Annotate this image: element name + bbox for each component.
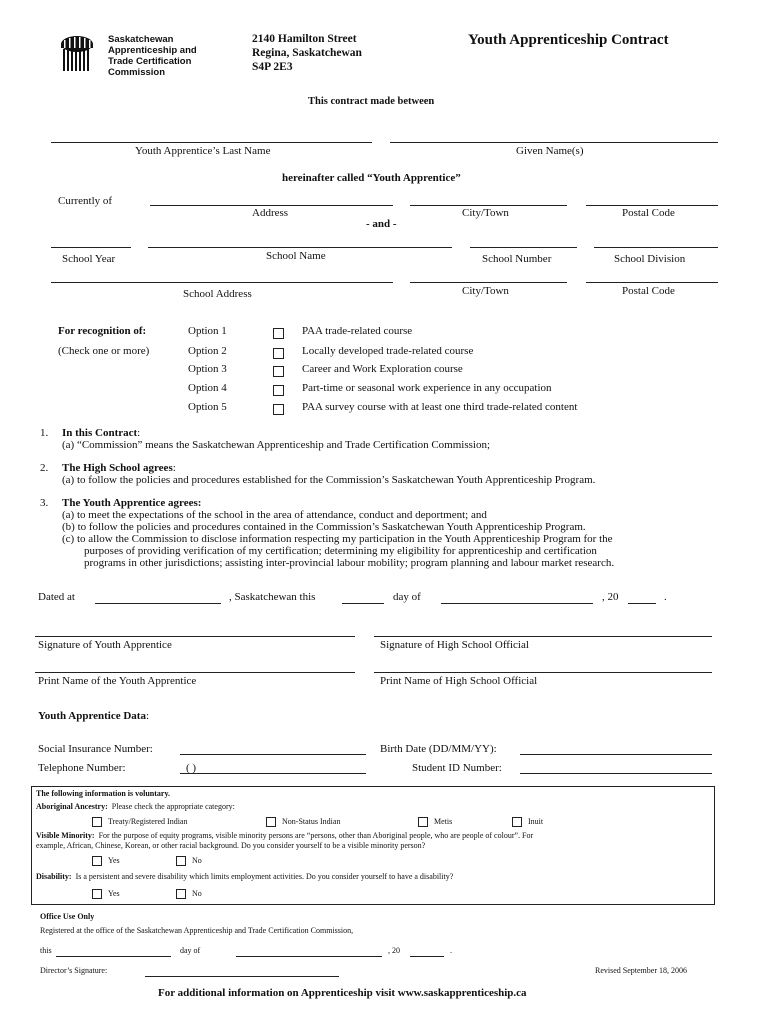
office-year-line[interactable] — [410, 956, 444, 957]
address-label: Address — [252, 207, 289, 219]
school-year-label: School Year — [62, 253, 116, 265]
clause-3-title: The Youth Apprentice agrees: — [62, 497, 202, 509]
aboriginal-label: Aboriginal Ancestry: — [36, 802, 108, 811]
office-month-line[interactable] — [236, 956, 382, 957]
clause-3-c-line3: programs in other jurisdictions; assisting inter-provincial labour mobility; program planning and labour market research. — [84, 557, 615, 569]
recognition-sublabel: (Check one or more) — [58, 345, 150, 357]
clause-3-number: 3. — [40, 497, 49, 509]
revised-date: Revised September 18, 2006 — [595, 966, 687, 975]
student-id-line[interactable] — [520, 773, 712, 774]
option-3-checkbox[interactable] — [273, 366, 284, 377]
disability-yes-checkbox[interactable] — [92, 889, 102, 899]
disability-yes-label: Yes — [108, 889, 120, 898]
clause-3-c-line1: (c) to allow the Commission to disclose information respecting my participation in the Youth Apprenticeship Program for the — [62, 533, 613, 545]
clause-1-title: In this Contract: — [62, 427, 141, 439]
school-number-line[interactable] — [470, 247, 577, 248]
city-line[interactable] — [410, 205, 567, 206]
student-id-label: Student ID Number: — [412, 762, 502, 774]
metis-label: Metis — [434, 817, 453, 826]
option-2-name: Option 2 — [188, 345, 227, 357]
address-line: Regina, Saskatchewan — [252, 47, 362, 59]
recognition-label: For recognition of: — [58, 325, 147, 337]
minority-yes-label: Yes — [108, 856, 120, 865]
inuit-label: Inuit — [528, 817, 544, 826]
non-status-checkbox[interactable] — [266, 817, 276, 827]
option-3-text: Career and Work Exploration course — [302, 363, 463, 375]
commission-logo — [52, 34, 102, 74]
option-5-name: Option 5 — [188, 401, 227, 413]
visible-minority-text-2: example, African, Chinese, Korean, or other racial background. Do you consider yourself to be a visible minority person? — [36, 841, 426, 850]
office-this-label: this — [40, 946, 52, 955]
disability-text: Is a persistent and severe disability which limits employment activities. Do you consider yourself to have a disability? — [75, 872, 454, 881]
clause-3-b: (b) to follow the policies and procedures contained in the Commission’s Saskatchewan Youth Apprenticeship Program. — [62, 521, 586, 533]
city-label: City/Town — [462, 207, 509, 219]
school-name-line[interactable] — [148, 247, 452, 248]
apprentice-print-label: Print Name of the Youth Apprentice — [38, 675, 197, 687]
month-line[interactable] — [441, 603, 593, 604]
office-registered-text: Registered at the office of the Saskatchewan Apprenticeship and Trade Certification Commission, — [40, 926, 354, 935]
option-5-checkbox[interactable] — [273, 404, 284, 415]
visible-minority-text: For the purpose of equity programs, visible minority persons are “persons, other than Aboriginal people, who are people of colour”. For — [98, 831, 534, 840]
option-1-name: Option 1 — [188, 325, 227, 337]
org-address — [252, 32, 362, 74]
clause-2-title: The High School agrees: — [62, 462, 176, 474]
aboriginal-row — [36, 802, 235, 811]
clause-1-title-text: In this Contract — [62, 427, 138, 439]
apprentice-signature-label: Signature of Youth Apprentice — [38, 639, 172, 651]
disability-row — [36, 872, 453, 881]
given-names-line[interactable] — [390, 142, 718, 143]
year-line[interactable] — [628, 603, 656, 604]
clause-1-a: (a) “Commission” means the Saskatchewan Apprenticeship and Trade Certification Commission; — [62, 439, 491, 451]
director-signature-line[interactable] — [145, 976, 339, 977]
dated-at-label: Dated at — [38, 591, 75, 603]
school-city-label: City/Town — [462, 285, 509, 297]
office-year-label: , 20 — [388, 946, 400, 955]
school-name-label: School Name — [266, 250, 326, 262]
address-line: S4P 2E3 — [252, 61, 293, 73]
option-3-name: Option 3 — [188, 363, 227, 375]
footer-text: For additional information on Apprenticeship visit www.saskapprenticeship.ca — [158, 987, 527, 999]
telephone-line[interactable] — [180, 773, 366, 774]
last-name-label: Youth Apprentice’s Last Name — [135, 145, 271, 157]
disability-no-label: No — [192, 889, 202, 898]
school-year-line[interactable] — [51, 247, 131, 248]
minority-no-label: No — [192, 856, 202, 865]
birth-date-line[interactable] — [520, 754, 712, 755]
option-5-text: PAA survey course with at least one third trade-related content — [302, 401, 578, 413]
dated-at-line[interactable] — [95, 603, 221, 604]
official-print-label: Print Name of High School Official — [380, 675, 538, 687]
school-division-label: School Division — [614, 253, 686, 265]
clause-3-a: (a) to meet the expectations of the school in the area of attendance, conduct and deportment; and — [62, 509, 487, 521]
minority-no-checkbox[interactable] — [176, 856, 186, 866]
day-of-label: day of — [393, 591, 421, 603]
sin-label: Social Insurance Number: — [38, 743, 153, 755]
treaty-label: Treaty/Registered Indian — [108, 817, 188, 826]
disability-label: Disability: — [36, 872, 72, 881]
official-print-line[interactable] — [374, 672, 712, 673]
school-postal-line[interactable] — [586, 282, 718, 283]
non-status-label: Non-Status Indian — [282, 817, 341, 826]
org-line: Trade Certification — [108, 56, 192, 67]
treaty-checkbox[interactable] — [92, 817, 102, 827]
saskatchewan-this-label: , Saskatchewan this — [229, 591, 316, 603]
official-signature-line[interactable] — [374, 636, 712, 637]
year-label: , 20 — [602, 591, 619, 603]
voluntary-heading: The following information is voluntary. — [36, 789, 171, 798]
given-names-label: Given Name(s) — [516, 145, 584, 157]
postal-label: Postal Code — [622, 207, 675, 219]
currently-of-label: Currently of — [58, 195, 113, 207]
apprentice-data-heading — [38, 710, 149, 722]
option-2-checkbox[interactable] — [273, 348, 284, 359]
address-line[interactable] — [150, 205, 393, 206]
school-division-line[interactable] — [594, 247, 718, 248]
school-city-line[interactable] — [410, 282, 567, 283]
address-line: 2140 Hamilton Street — [252, 33, 357, 45]
hereinafter-text: hereinafter called “Youth Apprentice” — [282, 172, 461, 184]
clause-3-c-line2: purposes of providing verification of my certification; determining my eligibility for apprenticeship and certification — [84, 545, 597, 557]
and-separator: - and - — [366, 218, 397, 230]
birth-date-label: Birth Date (DD/MM/YY): — [380, 743, 497, 755]
telephone-parens: ( ) — [186, 762, 197, 774]
school-postal-label: Postal Code — [622, 285, 675, 297]
apprentice-print-line[interactable] — [35, 672, 355, 673]
office-day-of-label: day of — [180, 946, 201, 955]
apprentice-data-heading-colon: : — [145, 710, 150, 722]
clause-1-number: 1. — [40, 427, 49, 439]
last-name-line[interactable] — [51, 142, 372, 143]
office-period: . — [450, 946, 452, 955]
option-1-checkbox[interactable] — [273, 328, 284, 339]
school-number-label: School Number — [482, 253, 552, 265]
visible-minority-label: Visible Minority: — [36, 831, 95, 840]
org-name — [108, 34, 197, 78]
school-address-line[interactable] — [51, 282, 393, 283]
option-1-text: PAA trade-related course — [302, 325, 413, 337]
metis-checkbox[interactable] — [418, 817, 428, 827]
org-line: Saskatchewan — [108, 34, 174, 45]
inuit-checkbox[interactable] — [512, 817, 522, 827]
aboriginal-text: Please check the appropriate category: — [111, 802, 235, 811]
page-title: Youth Apprenticeship Contract — [468, 32, 669, 48]
clause-2-title-text: The High School agrees — [62, 462, 173, 474]
office-use-heading: Office Use Only — [40, 912, 95, 921]
disability-no-checkbox[interactable] — [176, 889, 186, 899]
day-line[interactable] — [342, 603, 384, 604]
apprentice-data-heading-text: Youth Apprentice Data — [38, 710, 146, 722]
org-line: Apprenticeship and — [108, 45, 197, 56]
apprentice-signature-line[interactable] — [35, 636, 355, 637]
org-line: Commission — [108, 67, 166, 78]
official-signature-label: Signature of High School Official — [380, 639, 529, 651]
clause-2-number: 2. — [40, 462, 49, 474]
director-signature-label: Director’s Signature: — [40, 966, 108, 975]
school-address-label: School Address — [183, 288, 252, 300]
dated-period: . — [664, 591, 667, 603]
visible-minority-row — [36, 831, 533, 840]
telephone-label: Telephone Number: — [38, 762, 126, 774]
option-2-text: Locally developed trade-related course — [302, 345, 474, 357]
minority-yes-checkbox[interactable] — [92, 856, 102, 866]
sin-line[interactable] — [180, 754, 366, 755]
office-this-line[interactable] — [56, 956, 171, 957]
option-4-text: Part-time or seasonal work experience in any occupation — [302, 382, 552, 394]
clause-2-a: (a) to follow the policies and procedures established for the Commission’s Saskatchewan Youth Apprenticeship Program. — [62, 474, 596, 486]
postal-line[interactable] — [586, 205, 718, 206]
option-4-checkbox[interactable] — [273, 385, 284, 396]
intro-text: This contract made between — [308, 96, 435, 107]
option-4-name: Option 4 — [188, 382, 227, 394]
